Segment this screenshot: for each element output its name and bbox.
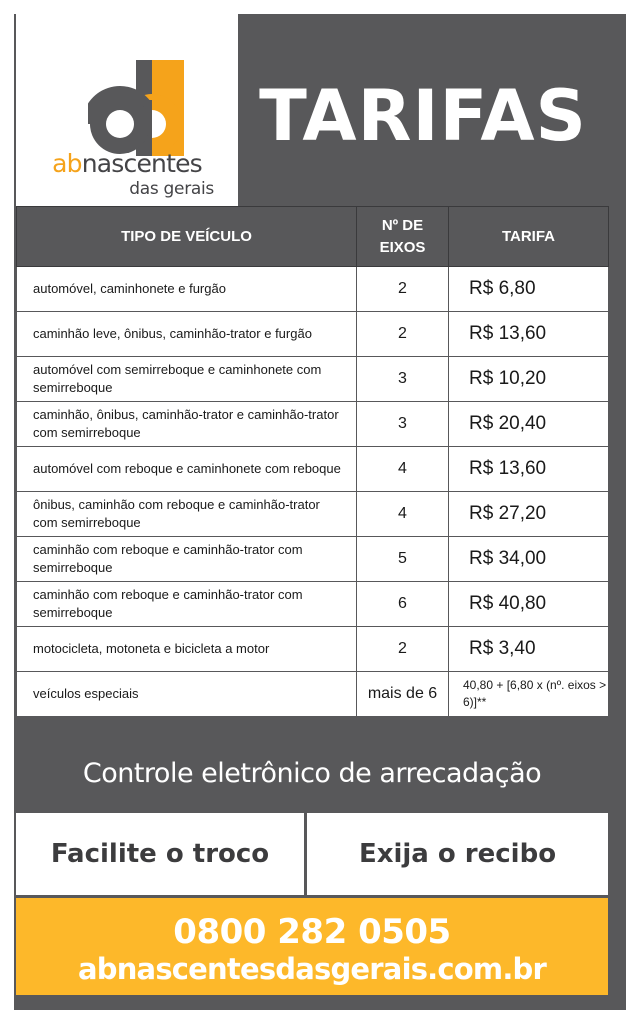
cell-eixos: 4 [357,492,449,537]
cell-eixos: 6 [357,582,449,627]
cell-tarifa: 40,80 + [6,80 x (nº. eixos > 6)]** [449,672,609,717]
table-row [17,582,609,627]
table-row [17,402,609,447]
cell-tipo: automóvel com reboque e caminhonete com reboque [17,447,357,492]
cell-tipo: automóvel, caminhonete e furgão [17,267,357,312]
column-header-eixos-line2: EIXOS [379,238,426,256]
table-row [17,492,609,537]
cell-eixos: 2 [357,267,449,312]
brand-name-prefix: ab [52,149,82,178]
table-row [17,312,609,357]
cell-tarifa: R$ 20,40 [449,402,609,447]
facilite-troco-banner: Facilite o troco [16,813,304,895]
cell-eixos: 3 [357,402,449,447]
cell-eixos: 2 [357,312,449,357]
column-header-tipo: TIPO DE VEÍCULO [17,207,357,267]
brand-name [16,149,238,178]
column-header-eixos-line1: Nº DE [381,216,424,234]
cell-eixos: mais de 6 [357,672,449,717]
cell-tipo: caminhão com reboque e caminhão-trator com semirreboque [17,537,357,582]
cell-tarifa: R$ 34,00 [449,537,609,582]
cell-tarifa: R$ 3,40 [449,627,609,672]
cell-tipo: automóvel com semirreboque e caminhonete com semirreboque [17,357,357,402]
column-header-eixos [357,207,449,267]
cell-tarifa: R$ 6,80 [449,267,609,312]
cell-tarifa: R$ 27,20 [449,492,609,537]
cell-eixos: 5 [357,537,449,582]
cell-tipo: motocicleta, motoneta e bicicleta a motor [17,627,357,672]
page-title: TARIFAS [259,75,587,157]
exija-recibo-banner: Exija o recibo [307,813,608,895]
table-row [17,447,609,492]
footer [16,898,608,995]
cell-tipo: caminhão leve, ônibus, caminhão-trator e furgão [17,312,357,357]
cell-eixos: 2 [357,627,449,672]
cell-tarifa: R$ 40,80 [449,582,609,627]
table-header-row [17,207,609,267]
tariff-table [16,206,609,717]
cell-tipo: veículos especiais [17,672,357,717]
cell-tarifa: R$ 10,20 [449,357,609,402]
action-banners [16,813,608,895]
cell-tipo: ônibus, caminhão com reboque e caminhão-trator com semirreboque [17,492,357,537]
table-row [17,537,609,582]
phone-number: 0800 282 0505 [173,912,451,952]
table-row [17,357,609,402]
controle-banner: Controle eletrônico de arrecadação [82,757,542,789]
table-row [17,672,609,717]
cell-tarifa: R$ 13,60 [449,312,609,357]
ab-logo-icon [88,60,184,156]
cell-eixos: 4 [357,447,449,492]
cell-eixos: 3 [357,357,449,402]
column-header-tarifa: TARIFA [449,207,609,267]
cell-tipo: caminhão com reboque e caminhão-trator com semirreboque [17,582,357,627]
brand-name-suffix: nascentes [81,149,202,178]
brand-subtitle: das gerais [129,179,214,199]
table-row [17,627,609,672]
cell-tarifa: R$ 13,60 [449,447,609,492]
logo [16,14,238,218]
table-row [17,267,609,312]
header [16,14,608,218]
cell-tipo: caminhão, ônibus, caminhão-trator e caminhão-trator com semirreboque [17,402,357,447]
website: abnascentesdasgerais.com.br [77,952,547,986]
